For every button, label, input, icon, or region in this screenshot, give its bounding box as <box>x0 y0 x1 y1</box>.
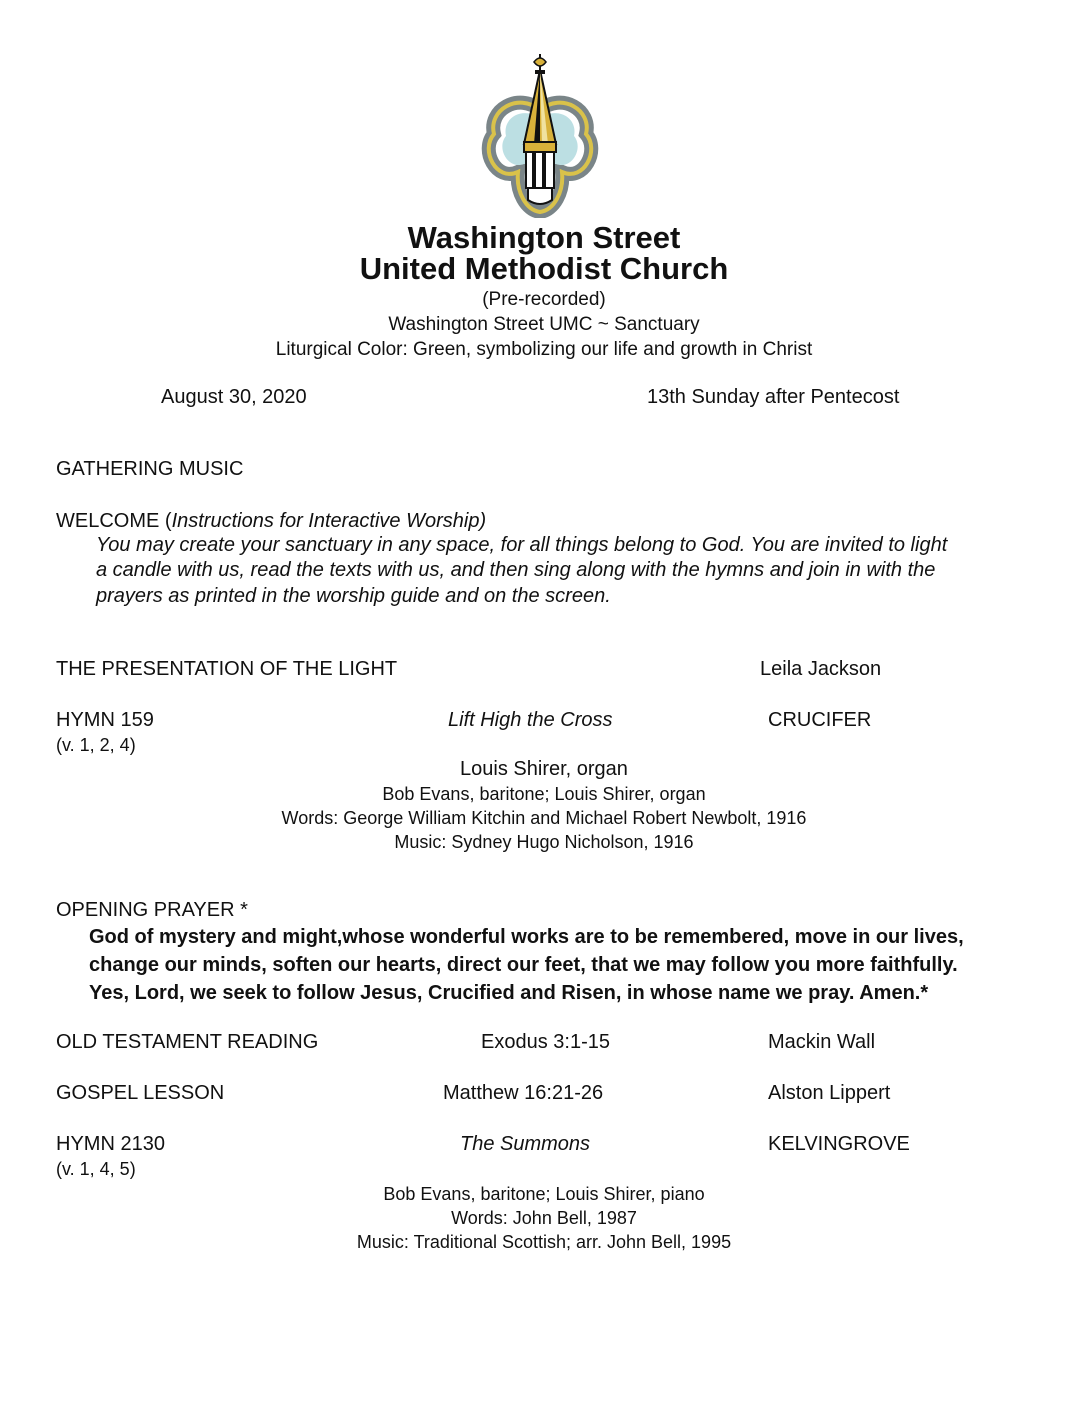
church-steeple-logo-icon <box>478 52 602 218</box>
church-name-line2: United Methodist Church <box>359 251 729 286</box>
welcome-heading <box>56 509 486 533</box>
welcome-line-1: You may create your sanctuary in any space, for all things belong to God. You are invited to light <box>96 534 948 556</box>
hymn2-verses: (v. 1, 4, 5) <box>56 1159 136 1179</box>
hymn2-credit-1: Bob Evans, baritone; Louis Shirer, piano <box>383 1184 705 1204</box>
location: Washington Street UMC ~ Sanctuary <box>388 314 700 335</box>
church-name-line1: Washington Street <box>407 220 681 255</box>
ot-reading-reference: Exodus 3:1-15 <box>481 1031 610 1053</box>
hymn1-credit-2: Bob Evans, baritone; Louis Shirer, organ <box>382 784 706 804</box>
hymn1-number: HYMN 159 <box>56 709 154 731</box>
ot-reading-reader: Mackin Wall <box>768 1031 876 1053</box>
presentation-person: Leila Jackson <box>760 658 882 680</box>
presentation-heading: THE PRESENTATION OF THE LIGHT <box>56 658 398 680</box>
hymn2-tune: KELVINGROVE <box>768 1133 910 1155</box>
welcome-label: WELCOME ( <box>56 510 172 532</box>
recording-note: (Pre-recorded) <box>482 289 606 310</box>
gathering-music-heading: GATHERING MUSIC <box>56 458 244 480</box>
welcome-note: Instructions for Interactive Worship) <box>171 510 487 532</box>
liturgical-color: Liturgical Color: Green, symbolizing our life and growth in Christ <box>275 339 813 360</box>
service-date: August 30, 2020 <box>161 386 307 408</box>
welcome-line-3: prayers as printed in the worship guide and on the screen. <box>96 585 611 607</box>
gospel-reader: Alston Lippert <box>768 1082 891 1104</box>
hymn2-number: HYMN 2130 <box>56 1133 165 1155</box>
hymn2-credit-2: Words: John Bell, 1987 <box>451 1208 637 1228</box>
hymn1-tune: CRUCIFER <box>768 709 872 731</box>
welcome-line-2: a candle with us, read the texts with us, and then sing along with the hymns and join in with the <box>96 559 936 581</box>
hymn1-credit-3: Words: George William Kitchin and Michael Robert Newbolt, 1916 <box>281 808 807 828</box>
prayer-line-2: change our minds, soften our hearts, direct our feet, that we may follow you more faithfully. <box>89 954 958 976</box>
hymn1-credit-4: Music: Sydney Hugo Nicholson, 1916 <box>394 832 694 852</box>
prayer-line-3: Yes, Lord, we seek to follow Jesus, Crucified and Risen, in whose name we pray. Amen.* <box>89 982 929 1004</box>
hymn1-verses: (v. 1, 2, 4) <box>56 735 136 755</box>
prayer-line-1: God of mystery and might,whose wonderful works are to be remembered, move in our lives, <box>89 926 964 948</box>
hymn2-title: The Summons <box>460 1133 591 1155</box>
gospel-heading: GOSPEL LESSON <box>56 1082 225 1104</box>
ot-reading-heading: OLD TESTAMENT READING <box>56 1031 319 1053</box>
gospel-reference: Matthew 16:21-26 <box>443 1082 604 1104</box>
hymn2-credit-3: Music: Traditional Scottish; arr. John Bell, 1995 <box>356 1232 732 1252</box>
opening-prayer-heading: OPENING PRAYER * <box>56 899 248 921</box>
hymn1-title: Lift High the Cross <box>448 709 613 731</box>
liturgical-sunday: 13th Sunday after Pentecost <box>647 386 900 408</box>
hymn1-credit-1: Louis Shirer, organ <box>460 758 628 780</box>
